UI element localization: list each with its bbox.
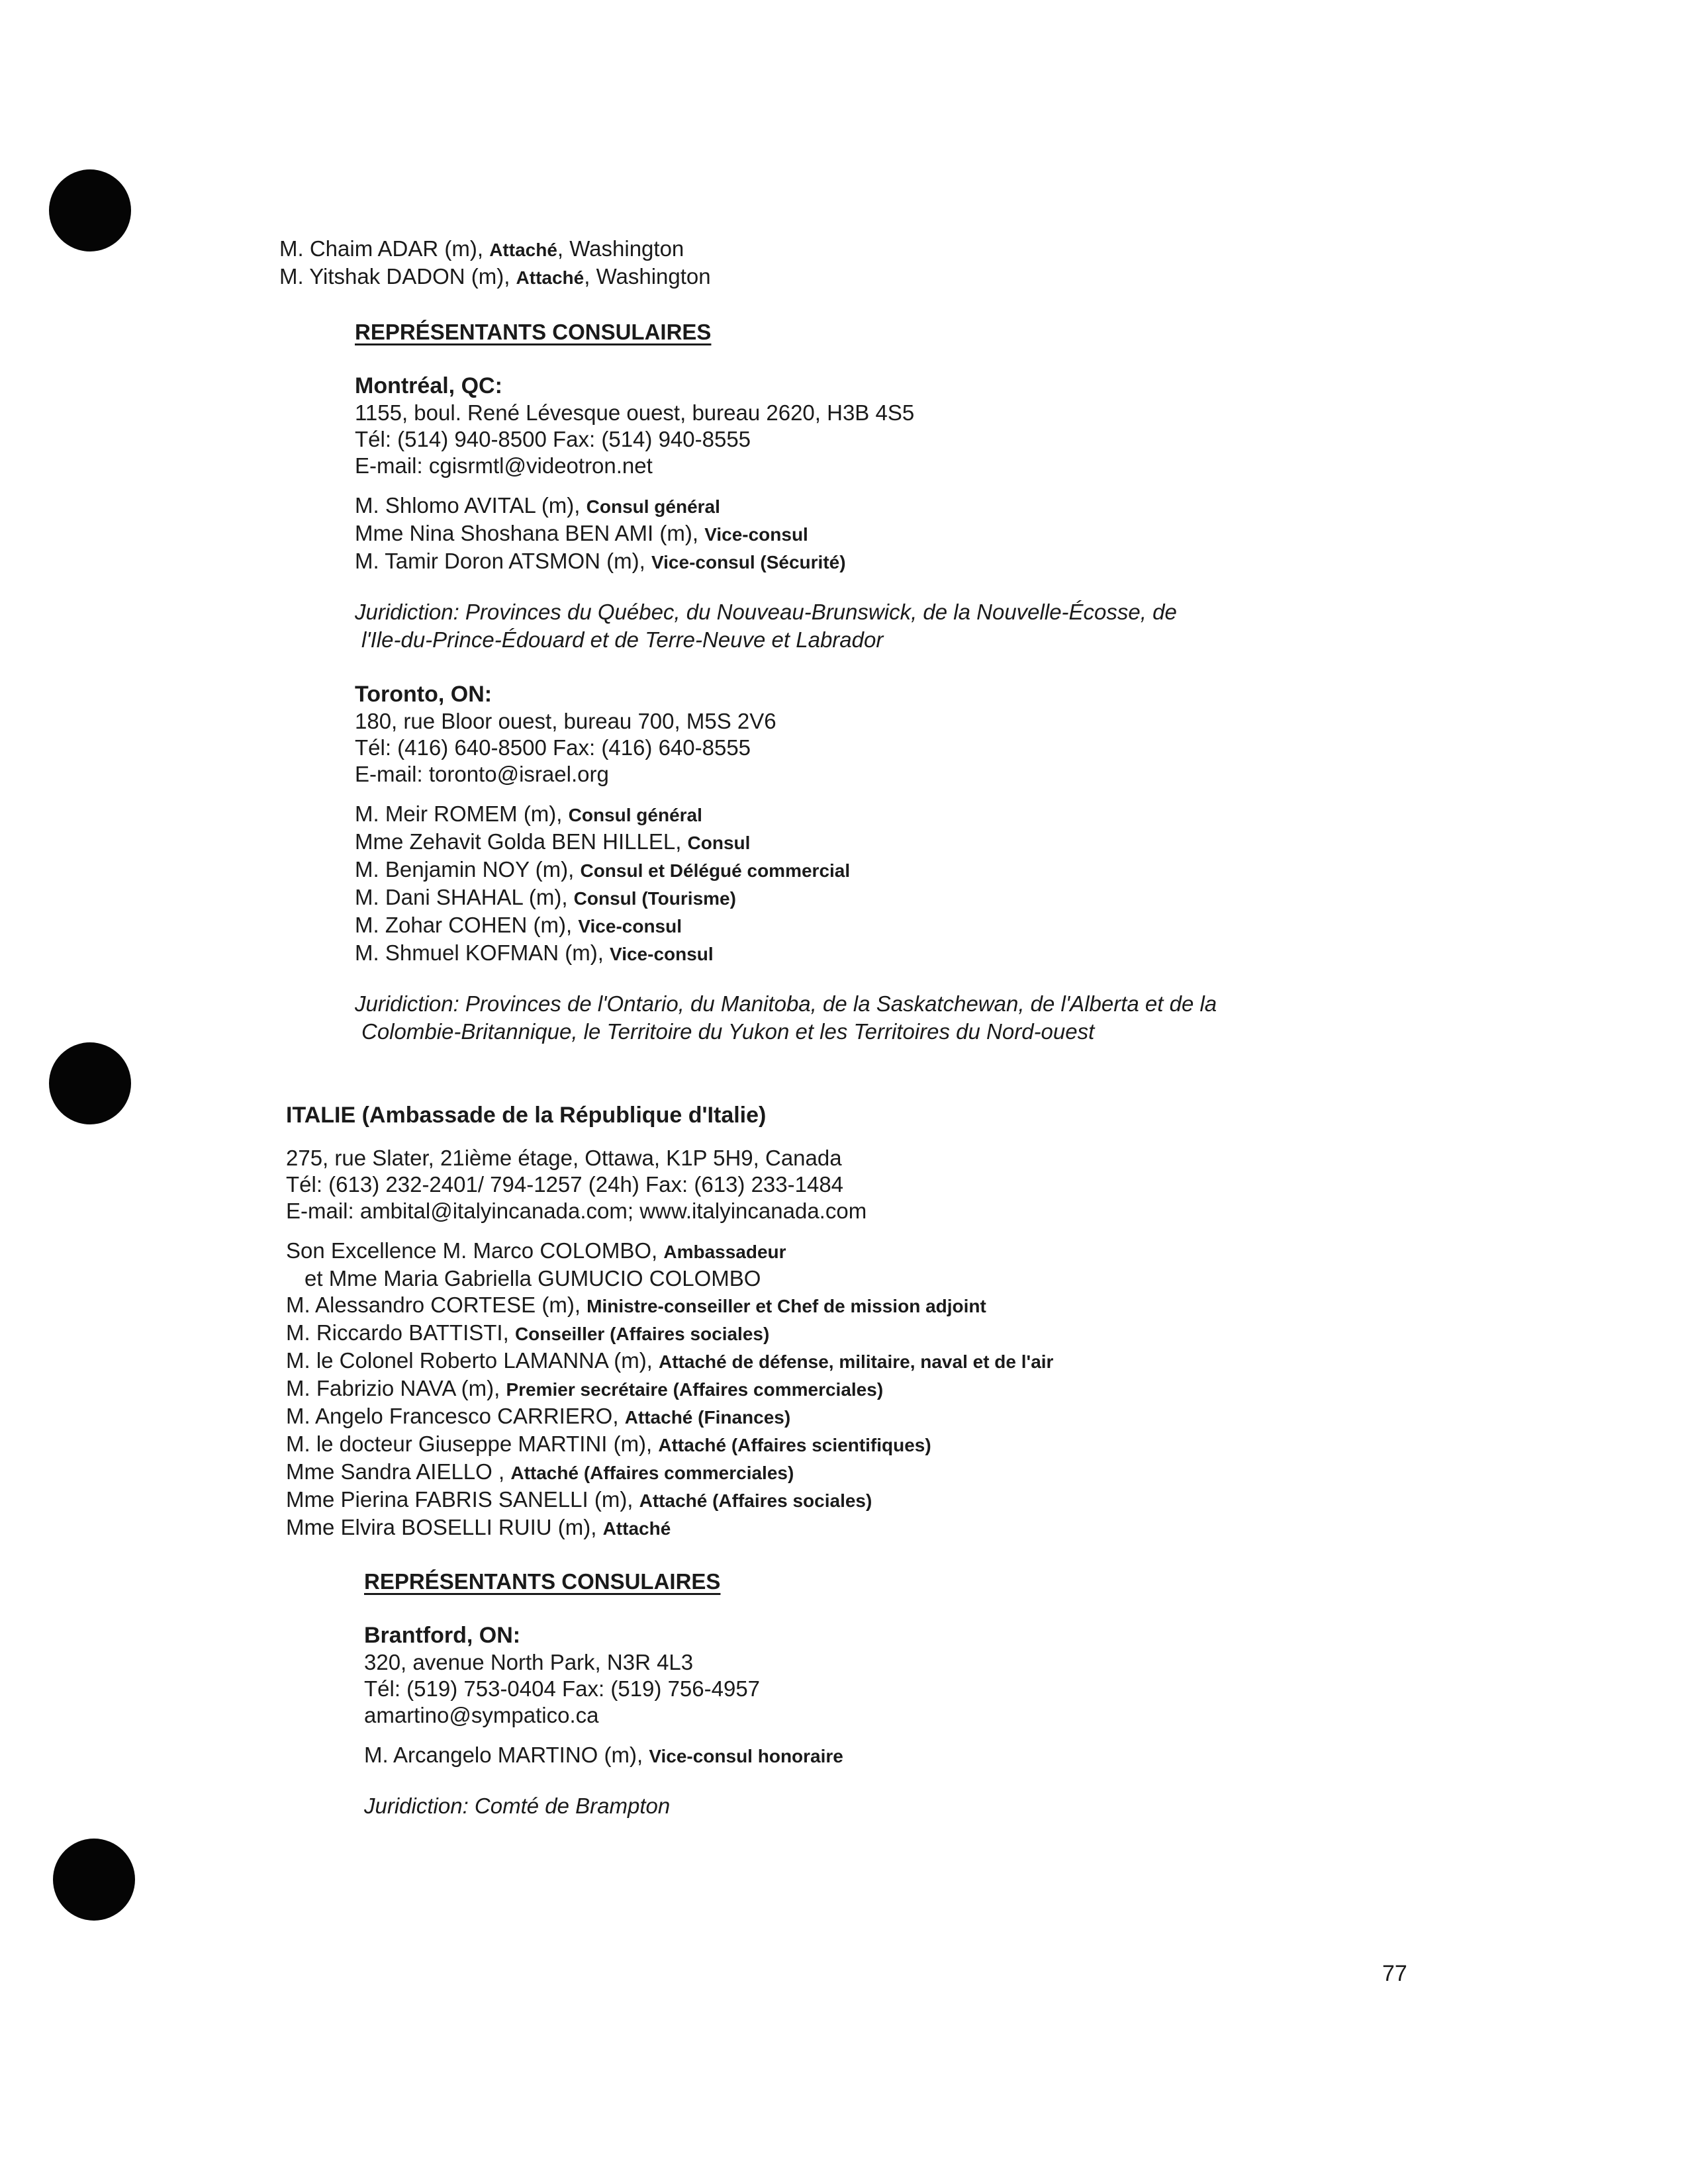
staff-name: M. Shlomo AVITAL (m), [355,493,586,518]
staff-title: Consul général [568,805,702,825]
staff-name: M. Fabrizio NAVA (m), [286,1376,506,1400]
page-number: 77 [1382,1961,1407,1986]
staff-line [286,1403,1053,1431]
staff-title: Attaché (Affaires scientifiques) [658,1435,931,1455]
israel-consular-section [355,319,1217,1046]
italy-embassy-section [286,1101,1053,1542]
staff-line [279,263,711,291]
punch-hole-middle [49,1042,131,1124]
italy-consular-section [364,1569,843,1820]
section-heading: REPRÉSENTANTS CONSULAIRES [364,1569,721,1594]
staff-name: M. Angelo Francesco CARRIERO, [286,1404,625,1428]
staff-title: Ministre-conseiller et Chef de mission adjoint [586,1296,986,1316]
staff-title: Attaché [516,267,585,288]
staff-title: Attaché de défense, militaire, naval et de l'air [659,1351,1054,1372]
staff-name: M. Benjamin NOY (m), [355,857,581,882]
staff-title: Attaché (Finances) [624,1407,791,1428]
staff-title: Consul (Tourisme) [573,888,736,909]
staff-name: M. Chaim ADAR (m), [279,236,490,261]
email: amartino@sympatico.ca [364,1703,599,1727]
punch-hole-bottom [53,1839,135,1921]
staff-name: Mme Sandra AIELLO , [286,1459,511,1484]
staff-line [355,520,1217,548]
staff-title: Attaché (Affaires sociales) [639,1490,872,1511]
address: 275, rue Slater, 21ième étage, Ottawa, K1P 5H9, Canada [286,1146,842,1170]
staff-line [286,1292,1053,1320]
staff-title: Vice-consul [578,916,682,936]
staff-line [286,1459,1053,1486]
staff-line [355,829,1217,856]
punch-hole-top [49,169,131,251]
email: E-mail: cgisrmtl@videotron.net [355,453,653,478]
jurisdiction: Juridiction: Provinces de l'Ontario, du Manitoba, de la Saskatchewan, de l'Alberta et de la [355,991,1217,1016]
staff-name: M. Arcangelo MARTINO (m), [364,1743,649,1767]
staff-name: Mme Pierina FABRIS SANELLI (m), [286,1487,639,1512]
staff-line [355,884,1217,912]
city-heading-montreal: Montréal, QC: [355,373,502,398]
top-staff-list [279,236,711,291]
staff-title: Consul et Délégué commercial [580,860,851,881]
address: 320, avenue North Park, N3R 4L3 [364,1650,694,1674]
staff-title: Vice-consul [704,524,808,545]
phone-fax: Tél: (416) 640-8500 Fax: (416) 640-8555 [355,735,751,760]
staff-line [286,1486,1053,1514]
jurisdiction: Juridiction: Provinces du Québec, du Nouveau-Brunswick, de la Nouvelle-Écosse, de [355,600,1177,624]
staff-name: M. Tamir Doron ATSMON (m), [355,549,651,573]
staff-line [364,1742,843,1770]
email: E-mail: toronto@israel.org [355,762,609,786]
staff-suffix: , Washington [584,264,711,289]
staff-name: M. Alessandro CORTESE (m), [286,1293,587,1317]
address: 180, rue Bloor ouest, bureau 700, M5S 2V6 [355,709,776,733]
staff-line [279,236,711,263]
city-heading-toronto: Toronto, ON: [355,682,492,707]
spouse-line: et Mme Maria Gabriella GUMUCIO COLOMBO [305,1266,761,1291]
staff-name: M. Dani SHAHAL (m), [355,885,574,909]
staff-name: M. le docteur Giuseppe MARTINI (m), [286,1432,659,1456]
staff-name: Son Excellence M. Marco COLOMBO, [286,1238,664,1263]
staff-title: Vice-consul (Sécurité) [651,552,846,572]
staff-title: Consul général [586,496,720,517]
staff-name: M. Shmuel KOFMAN (m), [355,940,610,965]
staff-title: Attaché [602,1518,671,1539]
staff-name: Mme Elvira BOSELLI RUIU (m), [286,1515,603,1539]
staff-title: Conseiller (Affaires sociales) [514,1324,770,1344]
staff-line [286,1320,1053,1347]
ambassador-line [286,1238,1053,1265]
staff-title: Attaché [489,240,557,260]
section-heading: REPRÉSENTANTS CONSULAIRES [355,320,712,344]
staff-name: M. Meir ROMEM (m), [355,801,569,826]
staff-name: M. le Colonel Roberto LAMANNA (m), [286,1348,659,1373]
jurisdiction: l'Ile-du-Prince-Édouard et de Terre-Neuve et Labrador [361,627,884,652]
staff-name: M. Riccardo BATTISTI, [286,1320,515,1345]
staff-suffix: , Washington [557,236,684,261]
staff-line [355,912,1217,940]
country-heading: ITALIE (Ambassade de la République d'Italie) [286,1103,767,1128]
staff-name: M. Zohar COHEN (m), [355,913,579,937]
staff-line [286,1347,1053,1375]
staff-line [355,492,1217,520]
staff-title: Attaché (Affaires commerciales) [510,1463,794,1483]
staff-title: Vice-consul [610,944,714,964]
staff-line [286,1375,1053,1403]
city-heading-brantford: Brantford, ON: [364,1623,521,1648]
jurisdiction: Colombie-Britannique, le Territoire du Yukon et les Territoires du Nord-ouest [361,1019,1095,1044]
staff-line [286,1431,1053,1459]
address: 1155, boul. René Lévesque ouest, bureau 2620, H3B 4S5 [355,400,915,425]
staff-title: Ambassadeur [663,1242,786,1262]
staff-name: M. Yitshak DADON (m), [279,264,516,289]
phone-fax: Tél: (613) 232-2401/ 794-1257 (24h) Fax: (613) 233-1484 [286,1172,844,1197]
staff-line [355,801,1217,829]
staff-name: Mme Nina Shoshana BEN AMI (m), [355,521,705,545]
phone-fax: Tél: (514) 940-8500 Fax: (514) 940-8555 [355,427,751,451]
staff-title: Premier secrétaire (Affaires commerciales) [506,1379,884,1400]
staff-title: Vice-consul honoraire [649,1746,843,1766]
phone-fax: Tél: (519) 753-0404 Fax: (519) 756-4957 [364,1676,761,1701]
staff-line [355,548,1217,576]
staff-line [355,856,1217,884]
staff-title: Consul [687,833,751,853]
email-website: E-mail: ambital@italyincanada.com; www.italyincanada.com [286,1199,867,1223]
staff-name: Mme Zehavit Golda BEN HILLEL, [355,829,688,854]
jurisdiction: Juridiction: Comté de Brampton [364,1794,671,1818]
staff-line [286,1514,1053,1542]
staff-line [355,940,1217,968]
